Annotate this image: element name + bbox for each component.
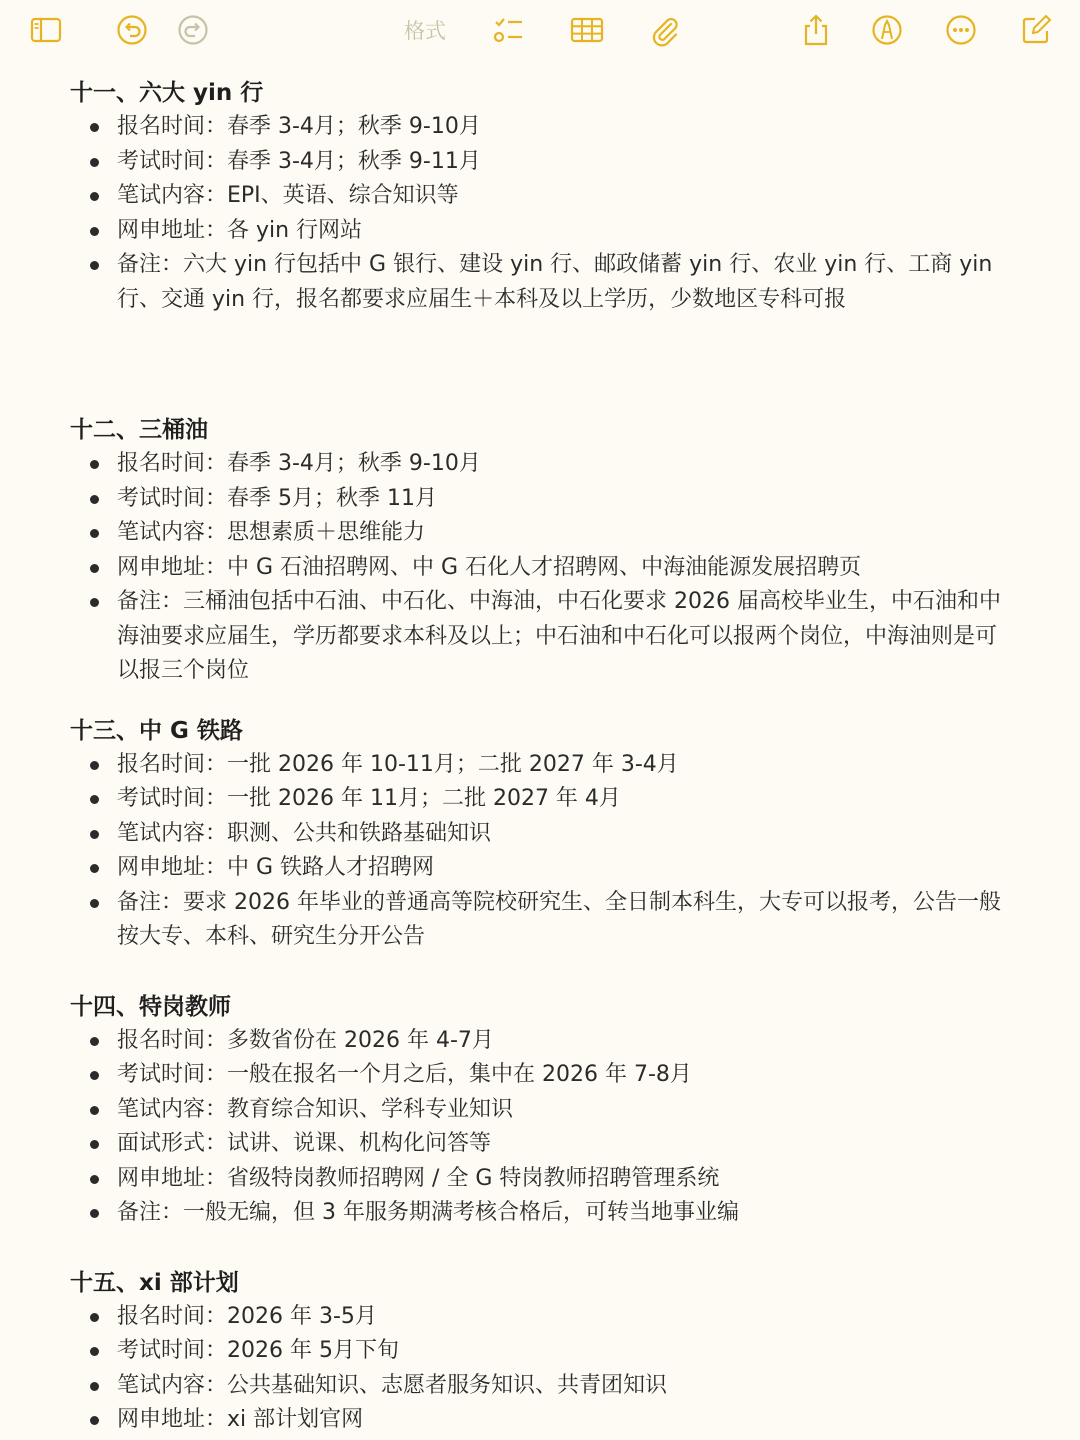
list-item: 报名时间：春季 3-4月；秋季 9-10月 xyxy=(0,447,1080,482)
section-title: 十三、中 G 铁路 xyxy=(70,717,243,744)
section-title: 十五、xi 部计划 xyxy=(70,1269,239,1296)
list-item: 笔试内容：职测、公共和铁路基础知识 xyxy=(0,817,1080,852)
list-item: 备注：六大 yin 行包括中 G 银行、建设 yin 行、邮政储蓄 yin 行、农业 yin 行、工商 yin 行、交通 yin 行，报名都要求应届生＋本科及以上学历，少数地区专科可报 xyxy=(0,248,1080,317)
list-item: 备注：要求 2026 年毕业的普通高等院校研究生、全日制本科生，大专可以报考，公告一般按大专、本科、研究生分开公告 xyxy=(0,886,1080,955)
markup-pen-icon[interactable] xyxy=(867,10,907,50)
compose-icon[interactable] xyxy=(1016,10,1056,50)
bullet-list xyxy=(0,748,1080,955)
bullet-list xyxy=(0,110,1080,317)
checklist-icon[interactable] xyxy=(488,10,528,50)
list-item: 笔试内容：公共基础知识、志愿者服务知识、共青团知识 xyxy=(0,1369,1080,1404)
list-item: 报名时间：多数省份在 2026 年 4-7月 xyxy=(0,1024,1080,1059)
section-oil xyxy=(0,413,1080,689)
list-item: 备注：三桶油包括中石油、中石化、中海油，中石化要求 2026 届高校毕业生，中石油和中海油要求应届生，学历都要求本科及以上；中石油和中石化可以报两个岗位，中海油则是可以报三个岗位 xyxy=(0,585,1080,689)
section-title: 十二、三桶油 xyxy=(70,417,208,443)
section-title: 十四、特岗教师 xyxy=(70,993,231,1020)
note-body[interactable] xyxy=(0,72,1080,1438)
list-item: 考试时间：一般在报名一个月之后，集中在 2026 年 7-8月 xyxy=(0,1058,1080,1093)
list-item: 笔试内容：思想素质＋思维能力 xyxy=(0,516,1080,551)
list-item: 网申地址：中 G 石油招聘网、中 G 石化人才招聘网、中海油能源发展招聘页 xyxy=(0,551,1080,586)
list-item: 报名时间：一批 2026 年 10-11月；二批 2027 年 3-4月 xyxy=(0,748,1080,783)
section-west-plan xyxy=(0,1266,1080,1438)
list-item: 报名时间：春季 3-4月；秋季 9-10月 xyxy=(0,110,1080,145)
table-icon[interactable] xyxy=(567,10,607,50)
share-icon[interactable] xyxy=(796,10,836,50)
undo-icon[interactable] xyxy=(112,10,152,50)
list-item: 考试时间：2026 年 5月下旬 xyxy=(0,1334,1080,1369)
list-item: 报名时间：2026 年 3-5月 xyxy=(0,1300,1080,1335)
list-item: 面试形式：试讲、说课、机构化问答等 xyxy=(0,1127,1080,1162)
list-item: 考试时间：一批 2026 年 11月；二批 2027 年 4月 xyxy=(0,782,1080,817)
list-item: 笔试内容：EPI、英语、综合知识等 xyxy=(0,179,1080,214)
format-button[interactable]: 格式 xyxy=(404,19,446,43)
section-title: 十一、六大 yin 行 xyxy=(70,80,264,106)
toolbar xyxy=(0,0,1080,62)
section-banks xyxy=(0,76,1080,317)
list-item: 备注：一般无编，但 3 年服务期满考核合格后，可转当地事业编 xyxy=(0,1196,1080,1231)
redo-icon[interactable] xyxy=(173,10,213,50)
list-item: 网申地址：xi 部计划官网 xyxy=(0,1403,1080,1438)
bullet-list xyxy=(0,447,1080,689)
sidebar-icon[interactable] xyxy=(26,10,66,50)
list-item: 网申地址：各 yin 行网站 xyxy=(0,214,1080,249)
list-item: 网申地址：省级特岗教师招聘网 / 全 G 特岗教师招聘管理系统 xyxy=(0,1162,1080,1197)
list-item: 网申地址：中 G 铁路人才招聘网 xyxy=(0,851,1080,886)
bullet-list xyxy=(0,1300,1080,1438)
list-item: 考试时间：春季 5月；秋季 11月 xyxy=(0,482,1080,517)
bullet-list xyxy=(0,1024,1080,1231)
paperclip-icon[interactable] xyxy=(644,10,684,50)
section-teachers xyxy=(0,990,1080,1231)
more-icon[interactable] xyxy=(941,10,981,50)
list-item: 考试时间：春季 3-4月；秋季 9-11月 xyxy=(0,145,1080,180)
section-railway xyxy=(0,714,1080,955)
list-item: 笔试内容：教育综合知识、学科专业知识 xyxy=(0,1093,1080,1128)
